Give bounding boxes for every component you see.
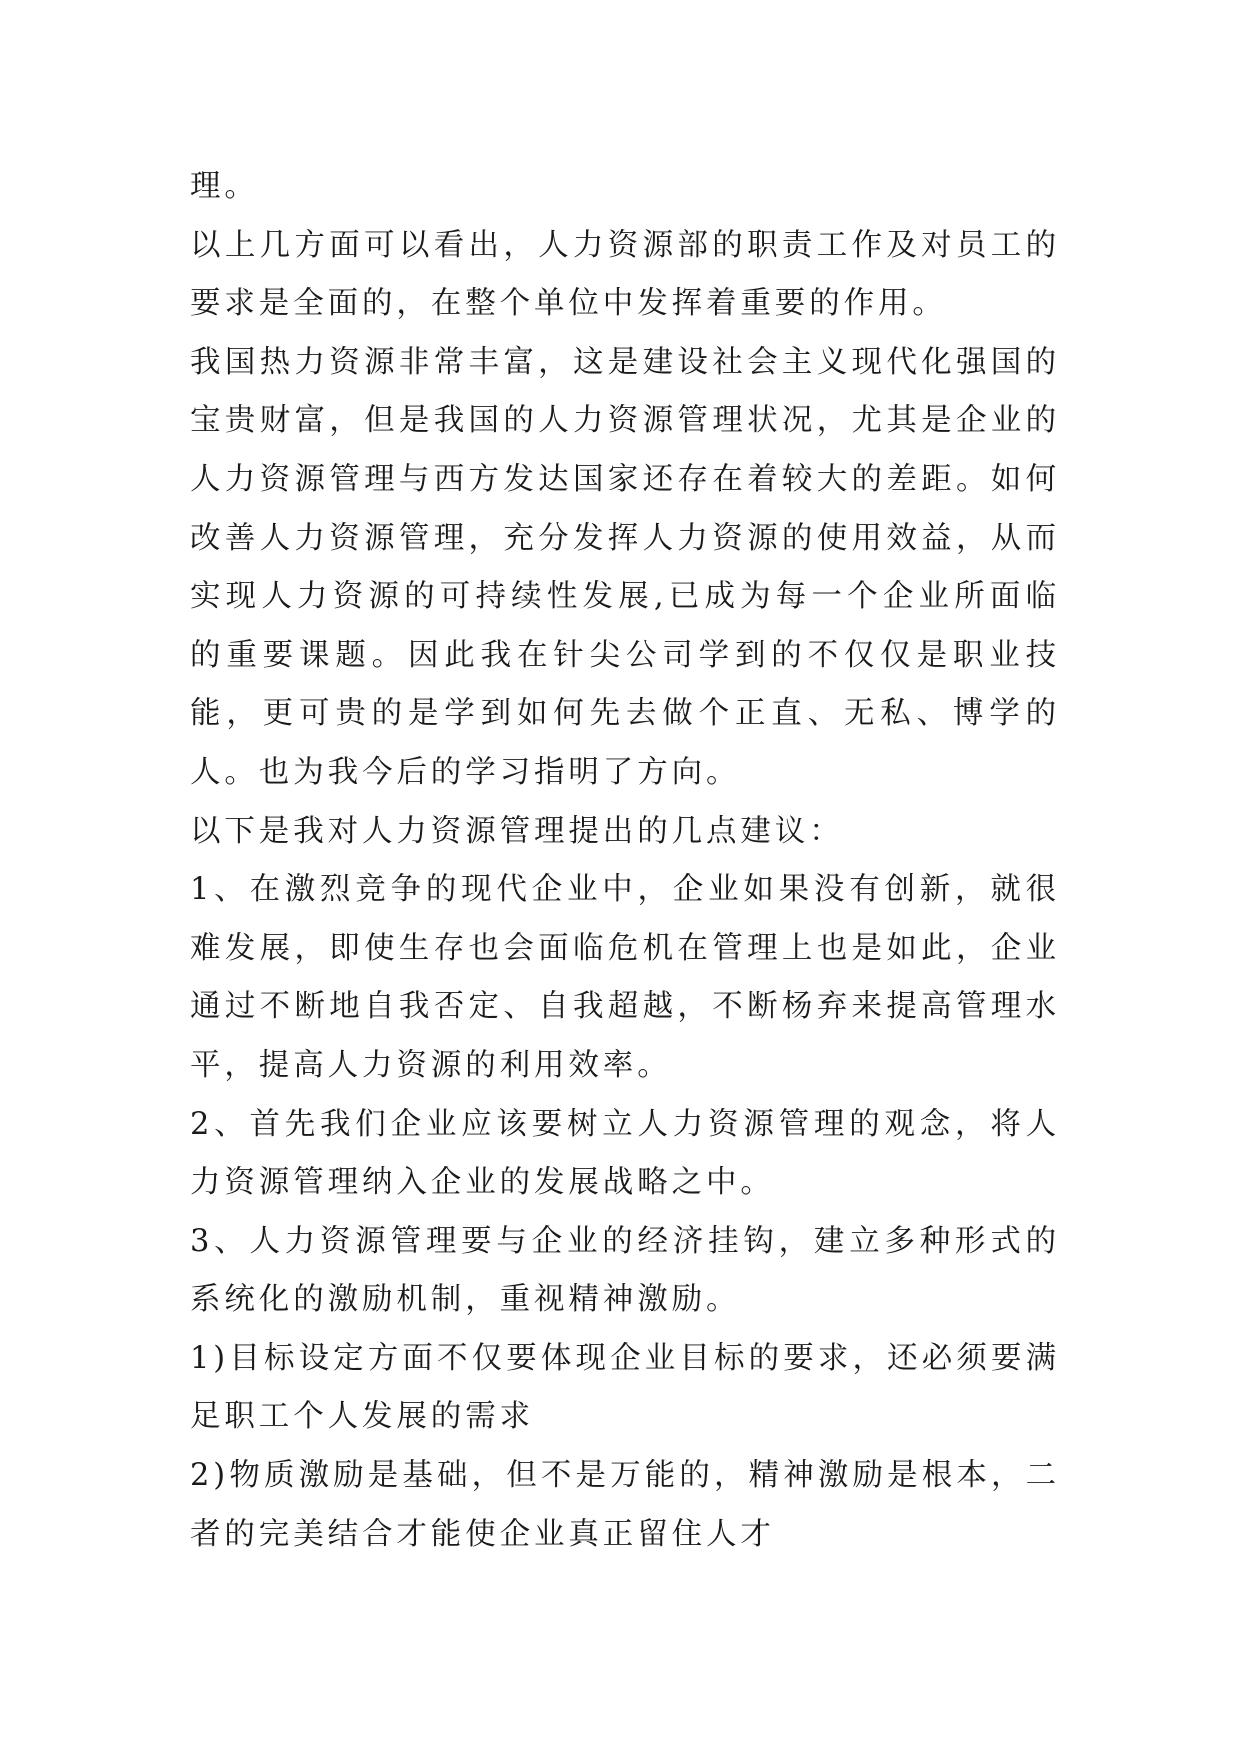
paragraph-suggestions-intro: 以下是我对人力资源管理提出的几点建议： <box>190 813 844 849</box>
paragraph-continuation: 理。 <box>190 169 259 204</box>
list-item-suggestion-3: 3、人力资源管理要与企业的经济挂钩，建立多种形式的系统化的激励机制，重视精神激励。 <box>190 1223 1060 1318</box>
list-item-suggestion-1: 1、在激烈竞争的现代企业中，企业如果没有创新，就很难发展，即使生存也会面临危机在管理上也是如此，企业通过不断地自我否定、自我超越，不断杨弃来提高管理水平，提高人力资源的利用效率。 <box>190 872 1060 1083</box>
list-item-suggestion-2: 2、首先我们企业应该要树立人力资源管理的观念，将人力资源管理纳入企业的发展战略之中。 <box>190 1106 1060 1201</box>
paragraph-hr-situation: 我国热力资源非常丰富，这是建设社会主义现代化强国的宝贵财富，但是我国的人力资源管理状况，尤其是企业的人力资源管理与西方发达国家还存在着较大的差距。如何改善人力资源管理，充分发挥人力资源的使用效益，从而实现人力资源的可持续性发展,已成为每一个企业所面临的重要课题。因此我在针尖公司学到的不仅仅是职业技能，更可贵的是学到如何先去做个正直、无私、博学的人。也为我今后的学习指明了方向。 <box>190 344 1060 790</box>
sub-item-goal-setting: 1)目标设定方面不仅要体现企业目标的要求，还必须要满足职工个人发展的需求 <box>190 1340 1060 1435</box>
document-body <box>190 158 1060 1564</box>
sub-item-incentives: 2)物质激励是基础，但不是万能的，精神激励是根本，二者的完美结合才能使企业真正留住人才 <box>190 1458 1060 1552</box>
paragraph-hr-duties: 以上几方面可以看出，人力资源部的职责工作及对员工的要求是全面的，在整个单位中发挥着重要的作用。 <box>190 227 1060 322</box>
